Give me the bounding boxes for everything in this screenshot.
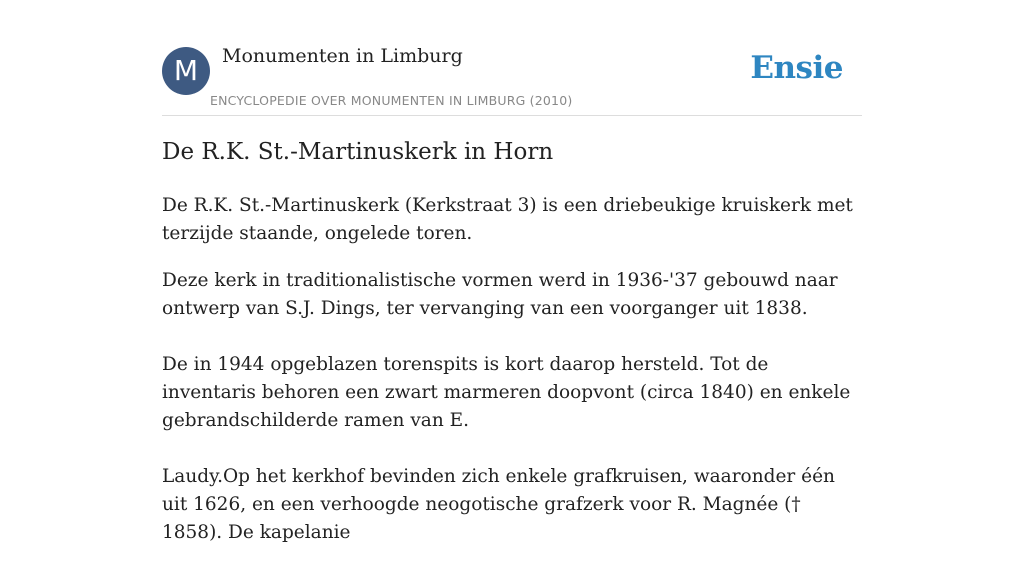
source-subtitle: ENCYCLOPEDIE OVER MONUMENTEN IN LIMBURG (2010) <box>210 93 573 108</box>
article-paragraph: Deze kerk in traditionalistische vormen werd in 1936-'37 gebouwd naar ontwerp van S.J. Dings, ter vervanging van een voorganger uit 1838. <box>162 270 838 319</box>
article-paragraph: Laudy.Op het kerkhof bevinden zich enkele grafkruisen, waaronder één uit 1626, en een verhoogde neogotische grafzerk voor R. Magnée († 1858). De kapelanie <box>162 466 835 543</box>
article-title: De R.K. St.-Martinuskerk in Horn <box>162 139 554 165</box>
header-divider <box>162 115 862 116</box>
source-title-link[interactable]: Monumenten in Limburg <box>222 45 463 67</box>
article-body <box>162 192 862 566</box>
article-paragraph: De in 1944 opgeblazen torenspits is kort daarop hersteld. Tot de inventaris behoren een zwart marmeren doopvont (circa 1840) en enkele gebrandschilderde ramen van E. <box>162 354 851 431</box>
source-avatar[interactable]: M <box>162 47 210 95</box>
ensie-logo-link[interactable]: Ensie <box>750 50 843 86</box>
article-paragraph: De R.K. St.-Martinuskerk (Kerkstraat 3) is een driebeukige kruiskerk met terzijde staande, ongelede toren. <box>162 195 853 244</box>
